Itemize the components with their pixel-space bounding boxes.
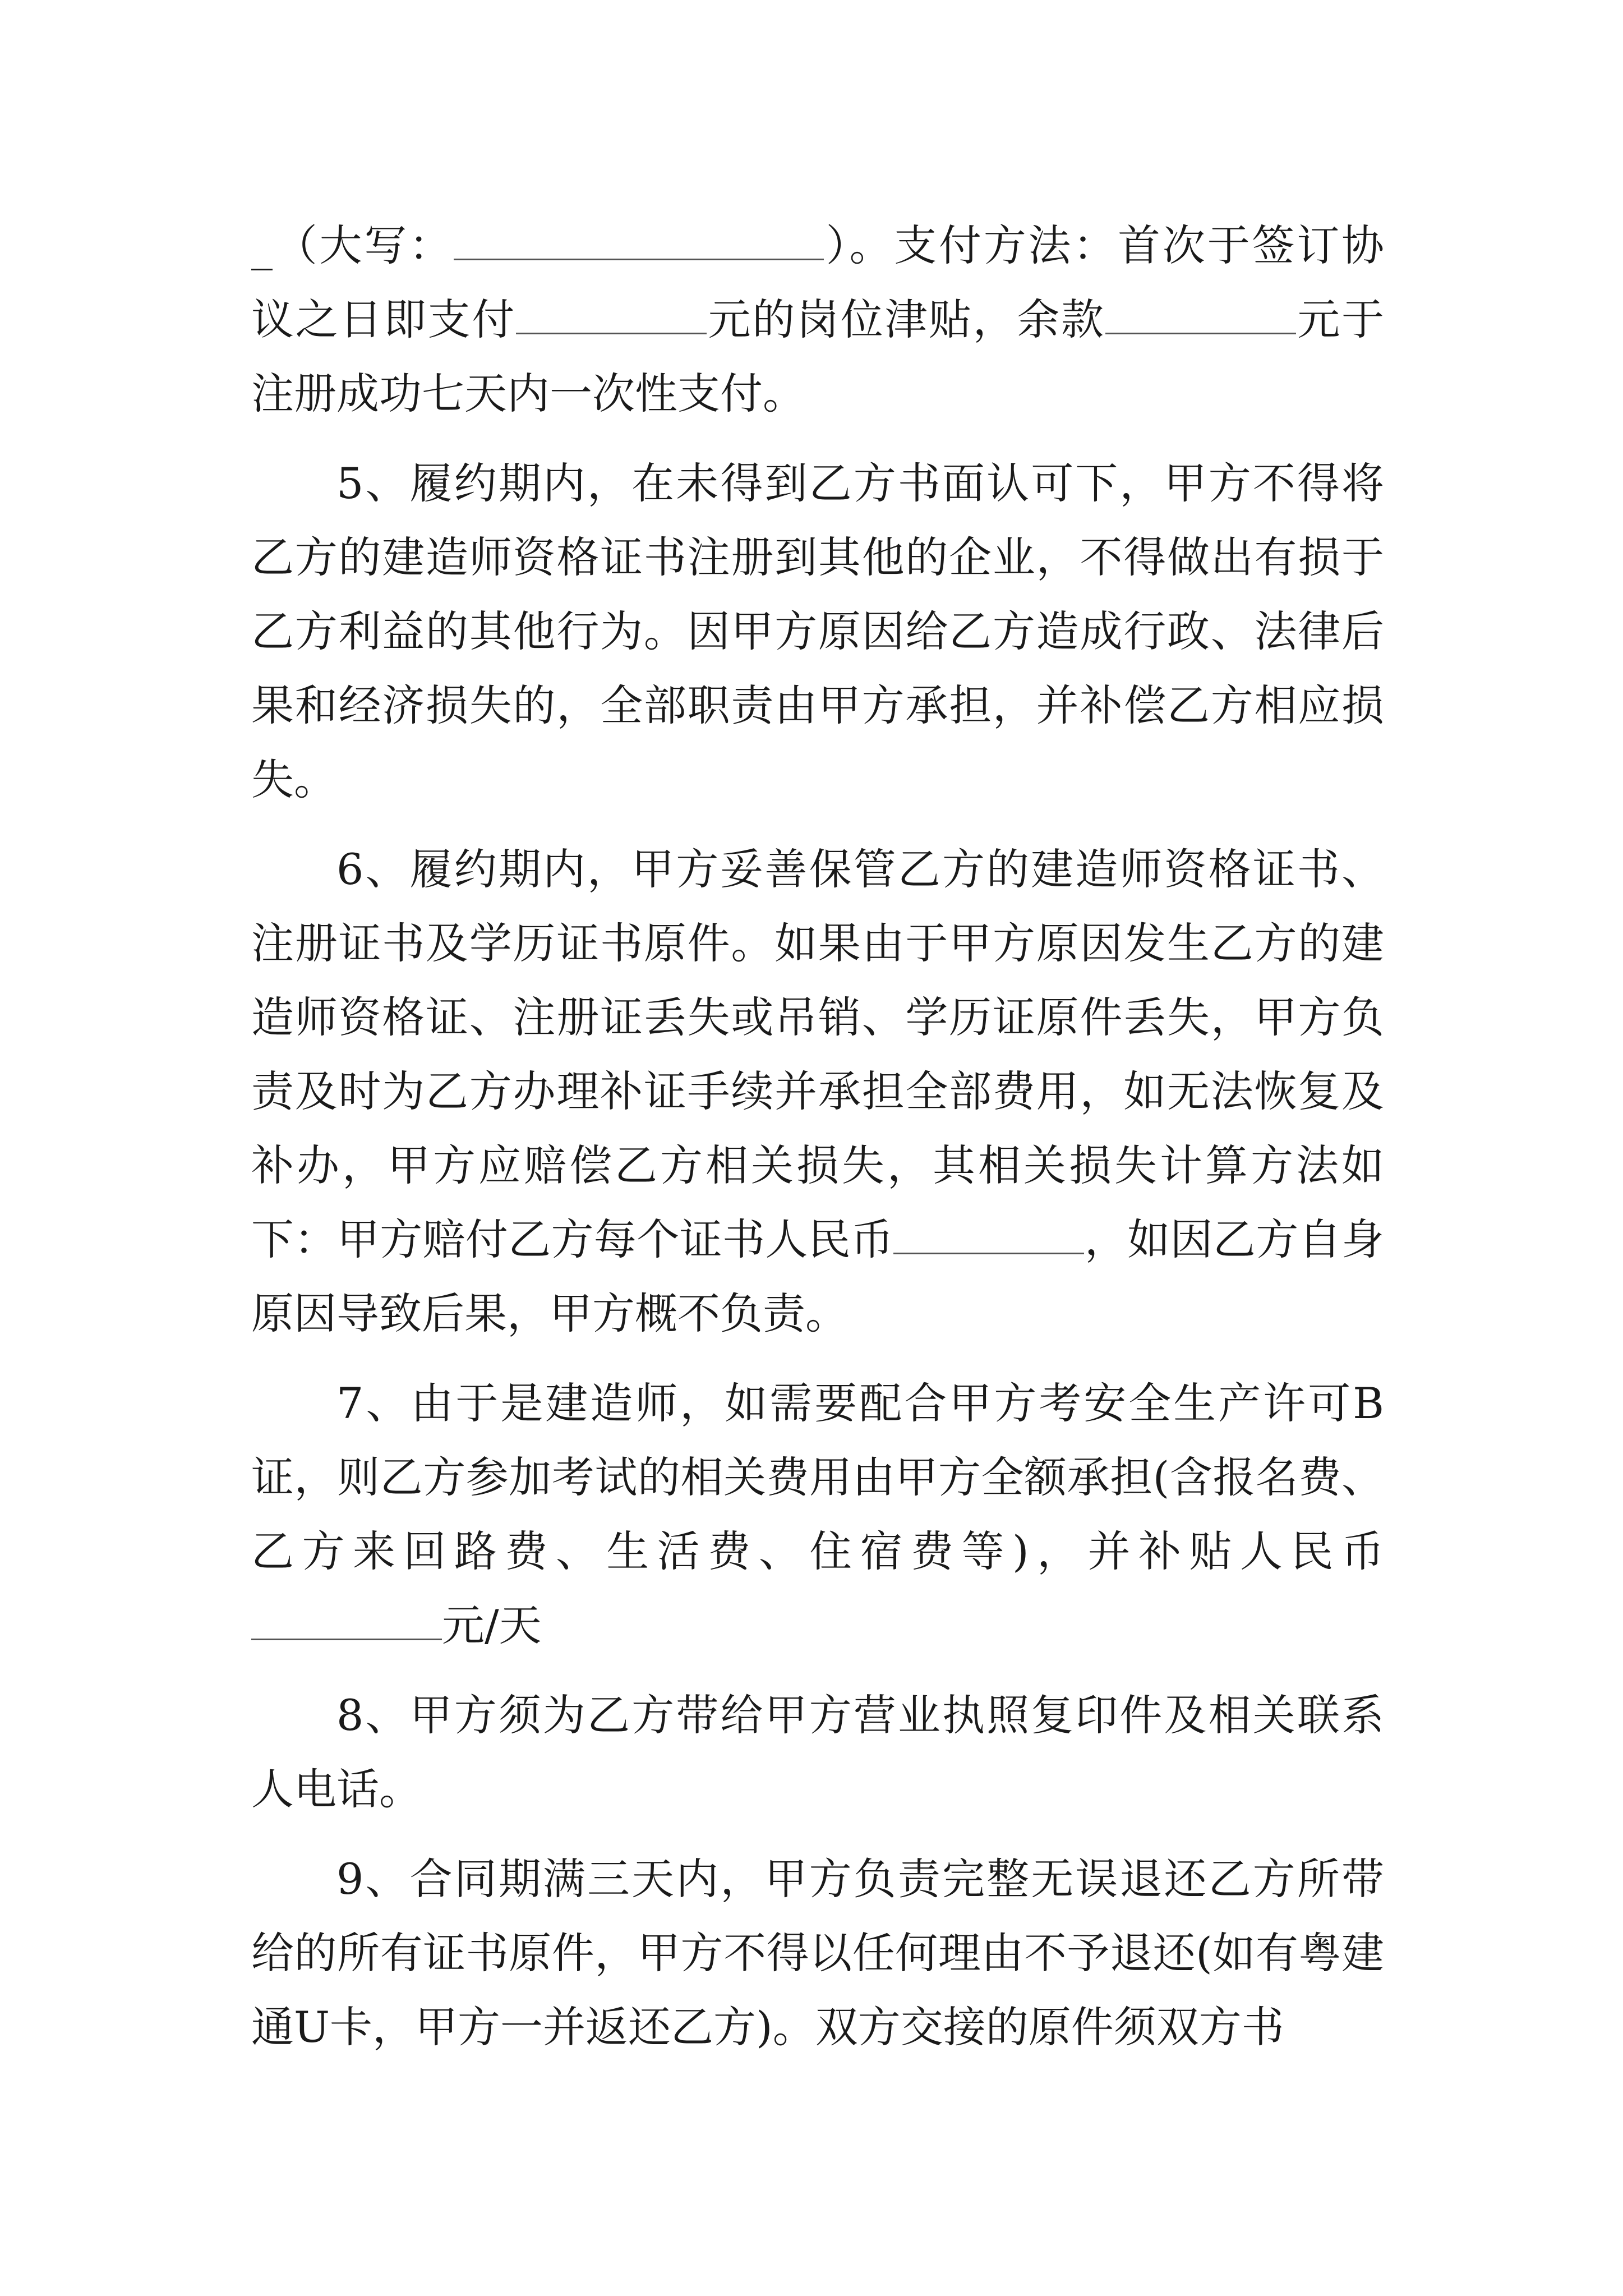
text-payment-method: ）。支付方法：首次于签订协议之日即支付: [251, 220, 1385, 344]
text-per-day: 元/天: [442, 1600, 542, 1650]
paragraph-4-continued: [251, 209, 1384, 431]
blank-daily-subsidy[interactable]: [251, 1599, 442, 1640]
blank-compensation-per-certificate[interactable]: [893, 1213, 1084, 1254]
text-payment-deadline: 元于注册成功七天内一次性支付。: [251, 295, 1385, 418]
blank-first-payment[interactable]: [516, 293, 707, 334]
paragraph-9: 9、合同期满三天内，甲方负责完整无误退还乙方所带给的所有证书原件，甲方不得以任何理由不予退还(如有粤建通U卡，甲方一并返还乙方)。双方交接的原件须双方书: [251, 1854, 1384, 2052]
text-certificate-custody: 6、履约期内，甲方妥善保管乙方的建造师资格证书、注册证书及学历证书原件。如果由于甲方原因发生乙方的建造师资格证、注册证丢失或吊销、学历证原件丢失，甲方负责及时为乙方办理补证手续并承担全部费用，如无法恢复及补办，甲方应赔偿乙方相关损失，其相关损失计算方法如下：甲方赔付乙方每个证书人民币: [251, 844, 1384, 1264]
paragraph-8: 8、甲方须为乙方带给甲方营业执照复印件及相关联系人电话。: [251, 1690, 1384, 1814]
paragraph-6: [251, 832, 1384, 1351]
paragraph-5: 5、履约期内，在未得到乙方书面认可下，甲方不得将乙方的建造师资格证书注册到其他的企业，不得做出有损于乙方利益的其他行为。因甲方原因给乙方造成行政、法律后果和经济损失的，全部职责由甲方承担，并补偿乙方相应损失。: [251, 458, 1384, 804]
text-uppercase-label: _（大写：: [251, 220, 454, 270]
text-balance: 元的岗位津贴，余款: [707, 295, 1105, 344]
document-page: [251, 209, 1384, 2064]
blank-balance-amount[interactable]: [1105, 293, 1296, 334]
text-exemption: ，如因乙方自身原因导致后果，甲方概不负责。: [251, 1214, 1385, 1338]
blank-amount-uppercase[interactable]: [454, 219, 824, 260]
text-exam-costs: 7、由于是建造师，如需要配合甲方考安全生产许可B证，则乙方参加考试的相关费用由甲方全额承担(含报名费、乙方来回路费、生活费、住宿费等)，并补贴人民币: [251, 1378, 1384, 1576]
paragraph-7: [251, 1366, 1384, 1663]
